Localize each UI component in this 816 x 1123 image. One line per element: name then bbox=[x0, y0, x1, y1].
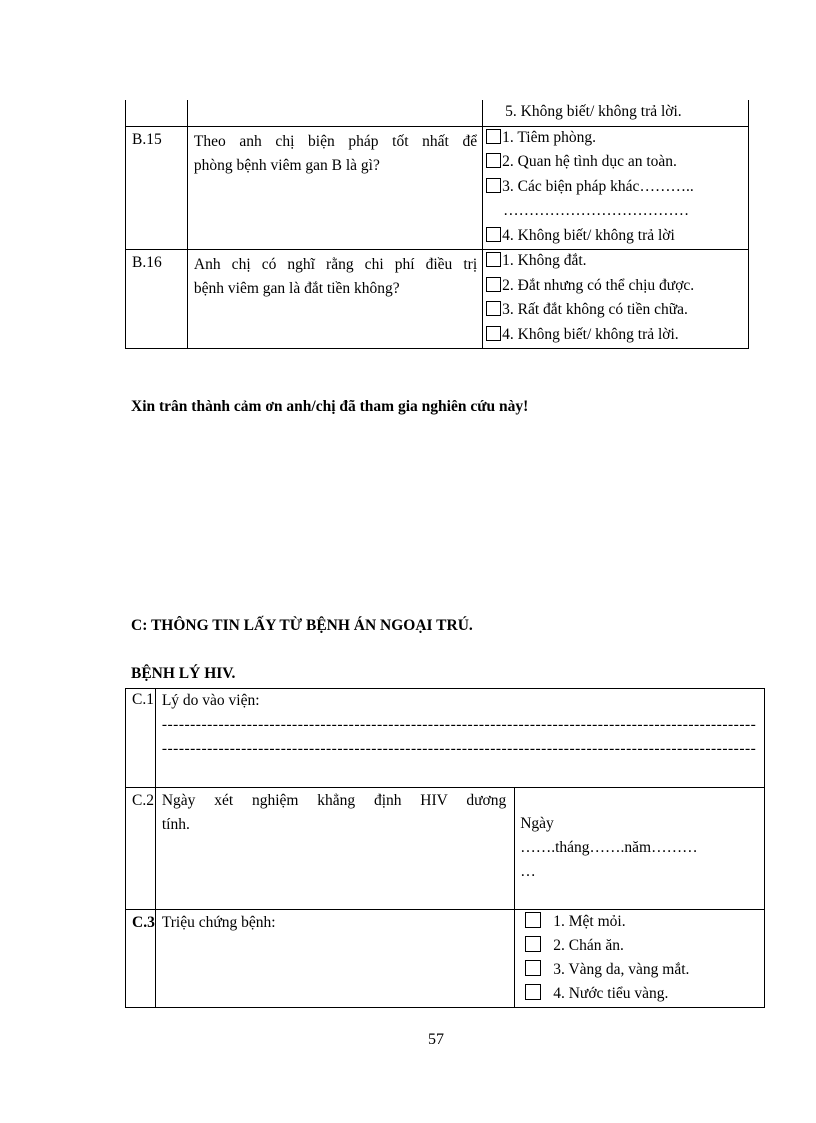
option-row[interactable]: 4. Không biết/ không trả lời. bbox=[486, 324, 748, 349]
questionnaire-table-c bbox=[125, 688, 765, 1008]
checkbox[interactable] bbox=[525, 936, 541, 952]
option-row[interactable]: 3. Vàng da, vàng mắt. bbox=[525, 959, 764, 983]
questionnaire-table-b bbox=[125, 100, 749, 349]
checkbox[interactable] bbox=[486, 129, 501, 144]
symptoms-options bbox=[515, 910, 765, 1008]
question-text: Theo anh chị biện pháp tốt nhất để bbox=[193, 132, 478, 150]
answers-b16 bbox=[483, 250, 749, 349]
option-row[interactable]: 2. Đắt nhưng có thể chịu được. bbox=[486, 275, 748, 300]
cell-answer-continued bbox=[483, 100, 749, 126]
question-b16 bbox=[187, 250, 482, 349]
fill-in-dots: ……………………………… bbox=[503, 202, 690, 219]
section-c-title: C: THÔNG TIN LẤY TỪ BỆNH ÁN NGOẠI TRÚ. bbox=[131, 617, 473, 634]
answer-option: 5. Không biết/ không trả lời. bbox=[505, 103, 682, 120]
answers-b15 bbox=[483, 126, 749, 250]
checkbox[interactable] bbox=[486, 301, 501, 316]
thank-you-note: Xin trân thành cảm ơn anh/chị đã tham gia nghiên cứu này! bbox=[131, 398, 529, 415]
checkbox[interactable] bbox=[486, 227, 501, 242]
hiv-test-date-answer[interactable] bbox=[515, 788, 765, 910]
subsection-hiv-title: BỆNH LÝ HIV. bbox=[131, 665, 236, 682]
date-fill-in: … bbox=[520, 863, 536, 880]
cell-code-empty bbox=[126, 100, 188, 126]
question-code-b16: B.16 bbox=[126, 250, 188, 349]
checkbox[interactable] bbox=[486, 153, 501, 168]
page-number: 57 bbox=[428, 1031, 444, 1048]
checkbox[interactable] bbox=[525, 960, 541, 976]
option-row[interactable]: 4. Nước tiểu vàng. bbox=[525, 983, 764, 1007]
fill-in-line[interactable]: --------------------------------------------------------------------------------------------------------- bbox=[161, 716, 757, 733]
question-b15 bbox=[187, 126, 482, 250]
question-text: Anh chị có nghĩ rằng chi phí điều trị bbox=[193, 256, 478, 273]
question-code-c2: C.2 bbox=[126, 788, 156, 910]
date-fill-in: …….tháng…….năm……… bbox=[520, 839, 698, 856]
option-row[interactable]: 2. Chán ăn. bbox=[525, 935, 764, 959]
field-label: Ngày xét nghiệm khẳng định HIV dương bbox=[161, 792, 507, 809]
option-row[interactable]: 1. Mệt mỏi. bbox=[525, 911, 764, 935]
question-text: bệnh viêm gan là đắt tiền không? bbox=[193, 280, 400, 297]
option-row[interactable]: 2. Quan hệ tình dục an toàn. bbox=[486, 151, 748, 176]
option-row[interactable]: 4. Không biết/ không trả lời bbox=[486, 225, 748, 250]
option-row[interactable]: 3. Các biện pháp khác……….. bbox=[486, 176, 748, 201]
field-label: Lý do vào viện: bbox=[161, 692, 260, 709]
question-code-b15: B.15 bbox=[126, 126, 188, 250]
reason-admission-cell bbox=[155, 689, 764, 788]
symptoms-label: Triệu chứng bệnh: bbox=[155, 910, 514, 1008]
checkbox[interactable] bbox=[486, 277, 501, 292]
option-row[interactable]: 1. Không đắt. bbox=[486, 250, 748, 275]
hiv-test-date-label bbox=[155, 788, 514, 910]
question-code-c1: C.1 bbox=[126, 689, 156, 788]
field-label: tính. bbox=[161, 816, 190, 833]
checkbox[interactable] bbox=[486, 178, 501, 193]
fill-in-line[interactable]: --------------------------------------------------------------------------------------------------------- bbox=[161, 740, 757, 757]
option-row[interactable]: 3. Rất đắt không có tiền chữa. bbox=[486, 299, 748, 324]
checkbox[interactable] bbox=[486, 326, 501, 341]
question-code-c3: C.3 bbox=[126, 910, 156, 1008]
question-text: phòng bệnh viêm gan B là gì? bbox=[193, 156, 380, 174]
checkbox[interactable] bbox=[525, 912, 541, 928]
cell-question-empty bbox=[187, 100, 482, 126]
checkbox[interactable] bbox=[486, 252, 501, 267]
option-row[interactable]: 1. Tiêm phòng. bbox=[486, 127, 748, 152]
date-day-label: Ngày bbox=[520, 815, 554, 832]
checkbox[interactable] bbox=[525, 984, 541, 1000]
